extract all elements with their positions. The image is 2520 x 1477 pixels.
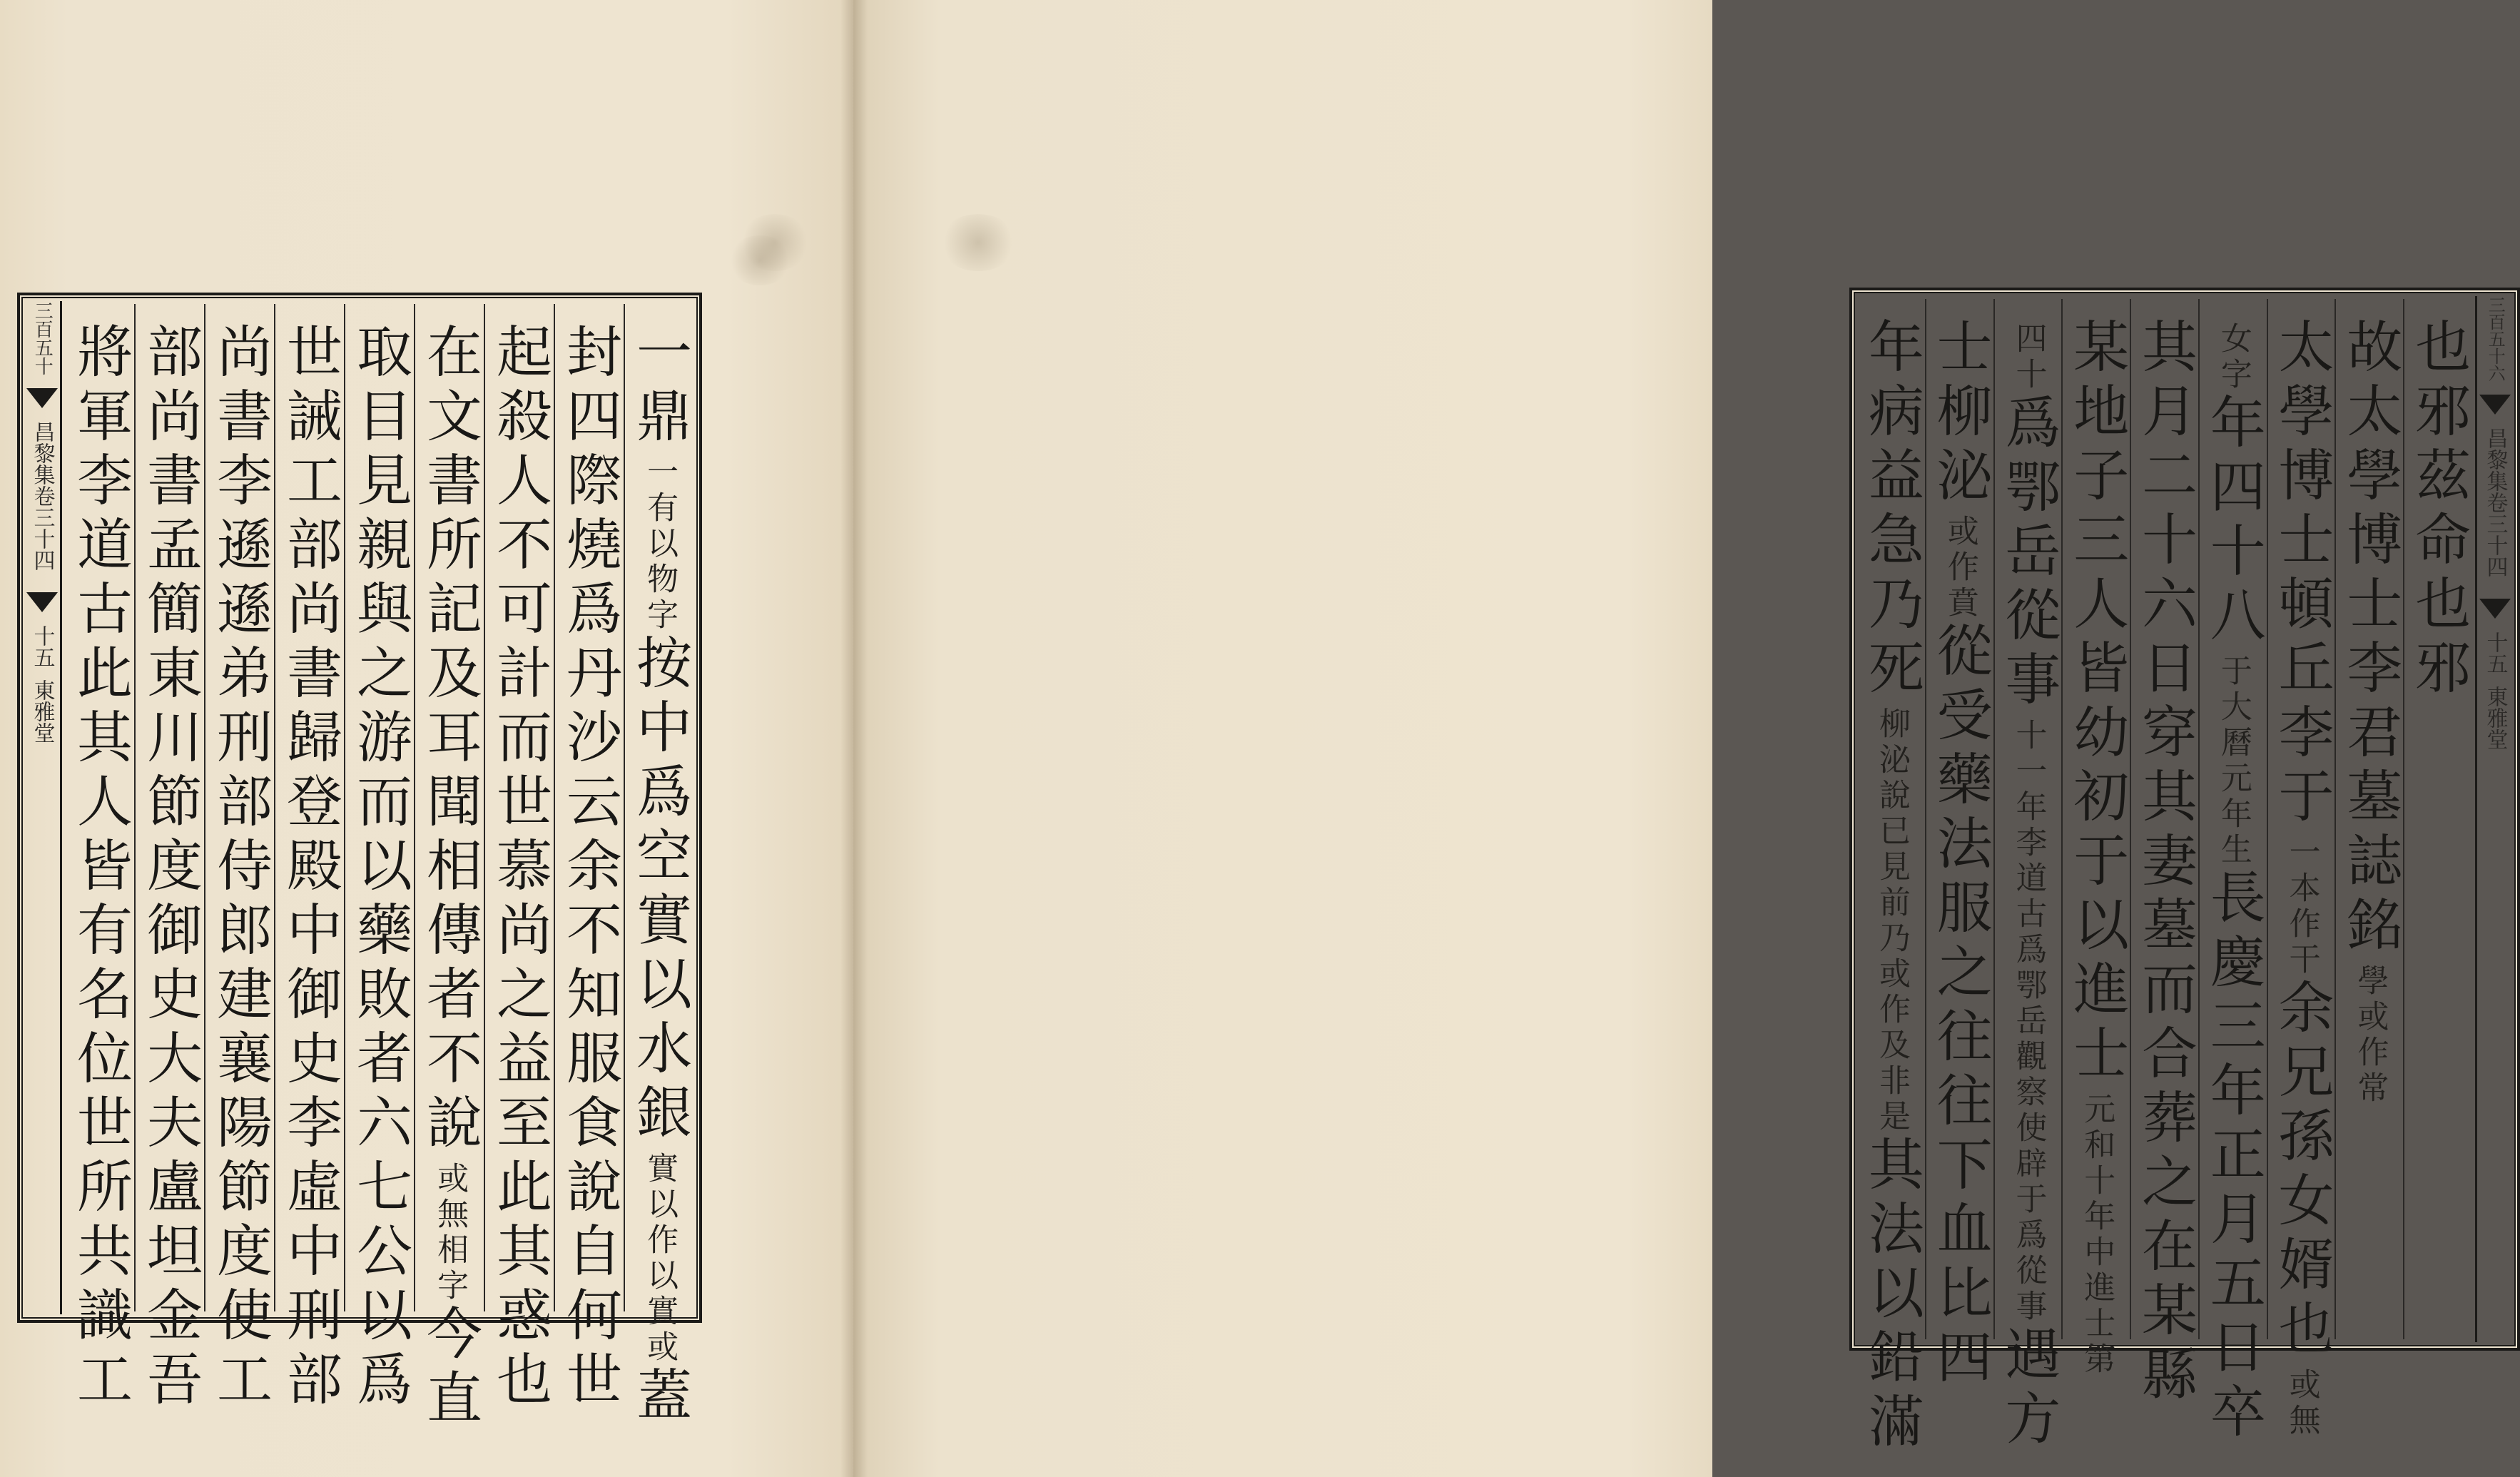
fish-tail-mark [26,592,58,612]
main-text: 長慶三年正月五日卒 [2200,868,2265,1446]
fish-tail-mark [26,388,58,408]
annotation-text: 四十 [2010,322,2047,393]
text-column [134,304,204,1414]
text-column [204,304,274,1414]
publisher-mark: 東雅堂 [29,679,55,743]
right-text-frame [1849,288,2520,1456]
annotation-text: 一有以物字 [641,455,679,634]
left-block-center [24,301,62,1314]
text-column [2267,299,2335,1439]
annotation-text: 一本作干 [2283,836,2320,978]
text-column [484,304,554,1414]
text-column [2130,299,2198,1409]
annotation-text: 女字 [2215,322,2252,393]
text-column [1925,299,1993,1392]
book-gutter [840,0,868,1477]
annotation-text: 實以作以實或 [641,1152,679,1366]
annotation-text: 于大曆元年生 [2215,654,2252,868]
book-title: 昌黎集卷三十四 [2482,427,2508,577]
text-column [2403,299,2471,1339]
main-text: 年病益急乃死 [1859,318,1924,703]
main-text: 將軍李道古此其人皆有名位世所共識工 [68,323,132,1414]
folio-number: 三百五十六 [2485,296,2506,382]
main-text: 一鼎 [627,323,691,451]
left-page [0,0,853,1477]
fish-tail-mark [2479,395,2511,415]
text-column [2061,299,2130,1378]
folio-number: 三百五十 [31,301,54,375]
main-text: 某地子三人皆幼初于以進士 [2064,318,2129,1088]
annotation-text: 柳泌說已見前乃或作及非是 [1873,707,1910,1135]
text-column [274,304,344,1414]
text-column [554,304,624,1414]
main-text: 部尚書孟簡東川節度御史大夫盧坦金吾 [138,323,202,1414]
main-text: 今直 [417,1304,482,1433]
main-text: 尚書李遜遜弟刑部侍郎建襄陽節度使工 [208,323,272,1414]
text-column [2334,299,2403,1339]
text-column [2198,299,2267,1446]
text-column [1993,299,2062,1453]
main-text: 遇方 [1996,1325,2061,1453]
main-text: 太學博士頓丘李于 [2269,318,2334,831]
stain [739,214,811,271]
main-text: 按中爲空實以水銀 [627,634,691,1147]
main-text: 爲鄂岳從事 [1996,393,2061,714]
main-text: 士柳泌 [1927,318,1992,510]
text-column [624,304,693,1430]
main-text: 其法以鉛滿 [1859,1135,1924,1456]
annotation-text: 元和十年中進士第 [2078,1092,2115,1378]
main-text: 封四際燒爲丹沙云余不知服食說自何世 [557,323,621,1414]
publisher-mark: 東雅堂 [2482,686,2508,750]
leaf-number: 十五 [29,625,55,668]
fish-tail-mark [2479,599,2511,619]
left-text-columns [66,304,693,1433]
text-column [1858,299,1925,1456]
text-column [414,304,484,1433]
main-text: 也邪茲命也邪 [2406,318,2471,703]
main-text: 起殺人不可計而世慕尚之益至此其惑也 [487,323,552,1414]
main-text: 世誡工部尚書歸登殿中御史李虛中刑部 [278,323,342,1414]
text-column [66,304,134,1414]
main-text: 蓋 [627,1366,691,1430]
book-title: 昌黎集卷三十四 [29,421,55,571]
stain [939,214,1017,271]
main-text: 在文書所記及耳聞相傳者不說 [417,323,482,1157]
annotation-text: 學或作常 [2352,964,2389,1107]
main-text: 從受藥法服之往往下血比四 [1927,621,1992,1392]
main-text: 其月二十六日穿其妻墓而合葬之在某縣 [2132,318,2197,1409]
right-block-center [2475,296,2513,1342]
annotation-text: 或無 [2283,1368,2320,1439]
main-text: 余兄孫女婿也 [2269,978,2334,1364]
text-column [344,304,414,1414]
annotation-text: 或無相字 [432,1162,469,1304]
main-text: 取目見親與之游而以藥敗者六七公以爲 [347,323,412,1414]
annotation-text: 十一年李道古爲鄂岳觀察使辟于爲從事 [2010,719,2047,1325]
right-text-columns [1858,299,2471,1456]
leaf-number: 十五 [2482,631,2508,674]
main-text: 年四十八 [2200,393,2265,650]
main-text: 故太學博士李君墓誌銘 [2337,318,2402,960]
right-page [853,0,2508,1477]
left-text-frame [17,293,702,1433]
annotation-text: 或作賁 [1941,514,1978,621]
